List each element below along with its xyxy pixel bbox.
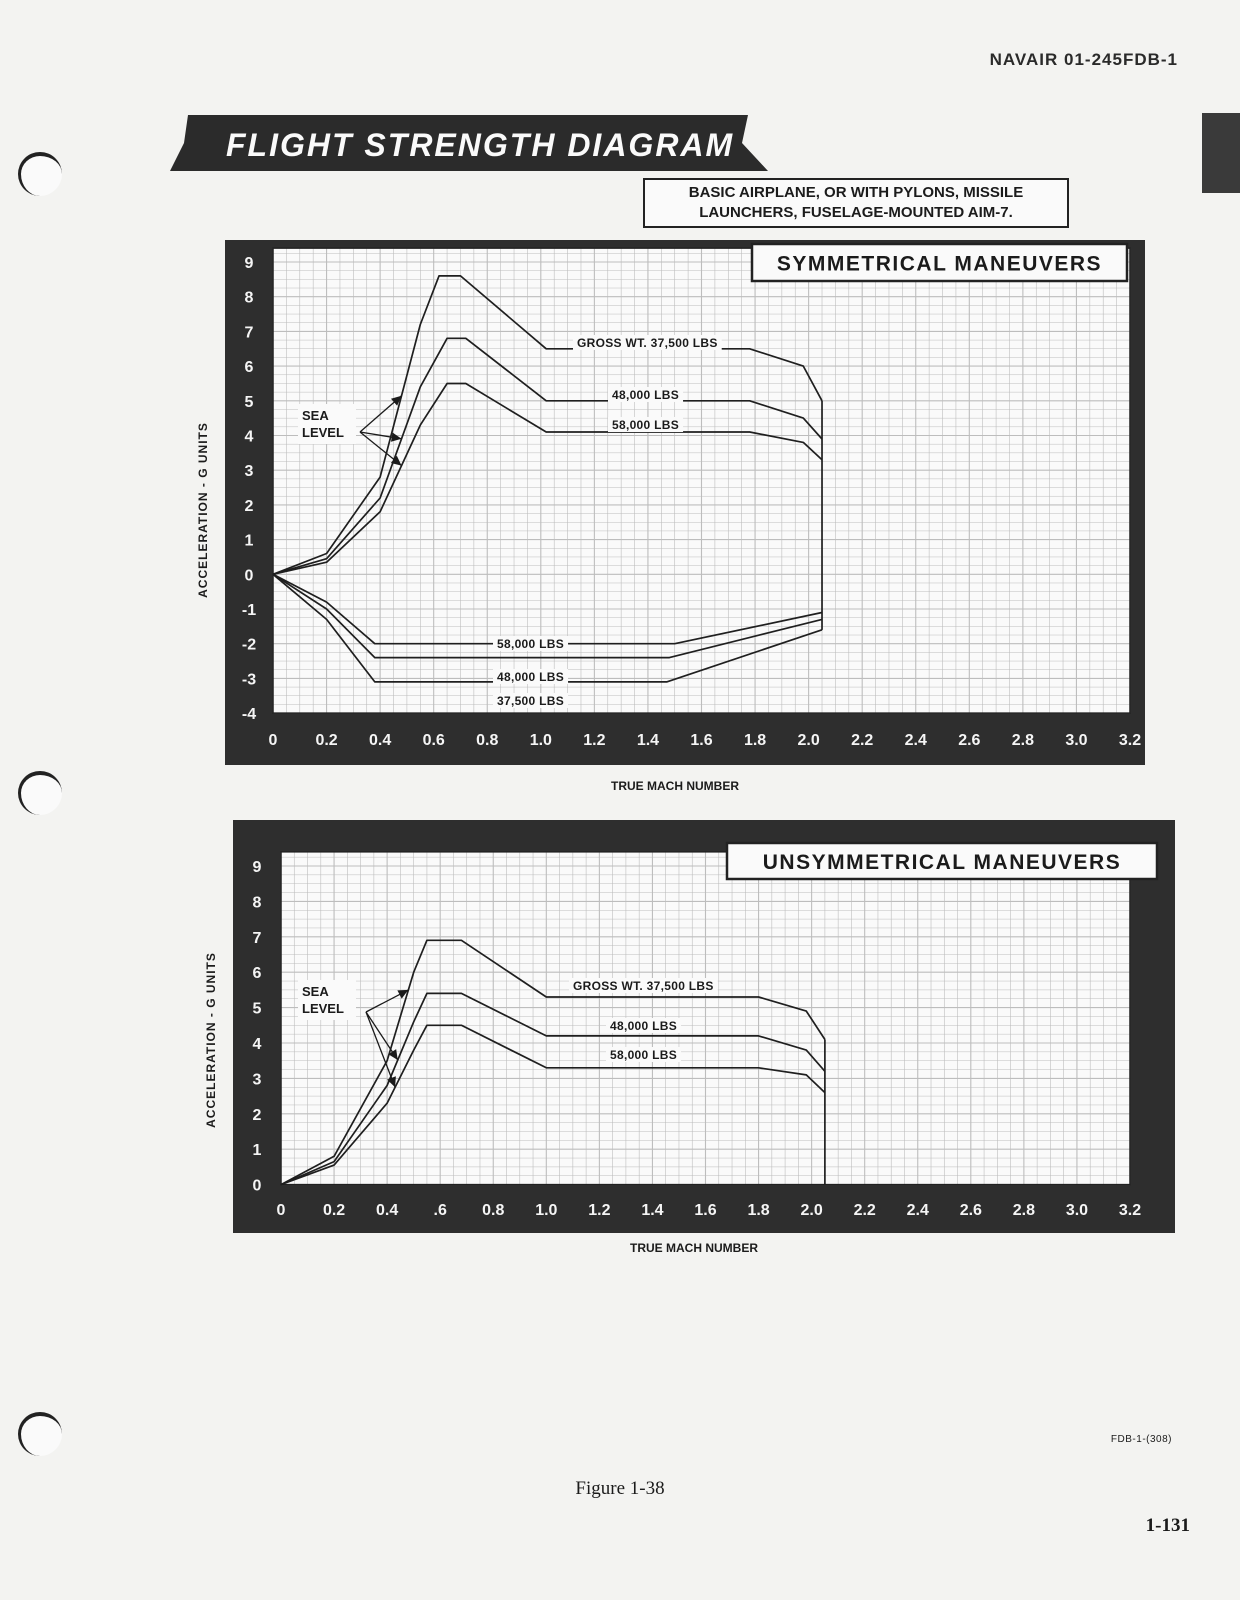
x-tick-label: 2.6: [959, 1201, 982, 1219]
x-tick-label: 1.6: [694, 1201, 717, 1219]
configuration-note-line: BASIC AIRPLANE, OR WITH PYLONS, MISSILE: [688, 184, 1024, 201]
y-tick-label: -3: [241, 671, 257, 689]
x-tick-label: 1.4: [641, 1201, 664, 1219]
x-tick-label: 0.4: [369, 732, 392, 750]
y-tick-label: 3: [252, 1071, 262, 1089]
y-tick-label: 7: [252, 929, 262, 947]
y-axis-title: ACCELERATION - G UNITS: [204, 952, 218, 1128]
x-tick-label: 2.8: [1012, 1201, 1035, 1219]
figure-caption: Figure 1-38: [575, 1478, 665, 1499]
y-tick-label: 4: [252, 1036, 262, 1053]
series-label: GROSS WT. 37,500 LBS: [577, 336, 718, 350]
x-tick-label: 1.0: [535, 1201, 558, 1219]
y-tick-label: -4: [241, 706, 257, 724]
sea-level-label: LEVEL: [302, 425, 344, 440]
y-tick-label: 9: [252, 859, 262, 876]
x-tick-label: 0.8: [476, 732, 499, 750]
y-tick-label: 8: [252, 894, 262, 912]
series-label: 48,000 LBS: [612, 388, 680, 402]
series-label: 48,000 LBS: [610, 1019, 678, 1033]
series-label: 58,000 LBS: [612, 418, 680, 432]
chart-title: SYMMETRICAL MANEUVERS: [776, 252, 1103, 276]
y-tick-label: 3: [244, 463, 254, 481]
y-axis-title: ACCELERATION - G UNITS: [196, 422, 210, 598]
x-tick-label: 2.2: [851, 732, 874, 750]
x-tick-label: 3.0: [1065, 732, 1088, 750]
sea-level-label: SEA: [302, 408, 329, 423]
x-tick-label: 2.4: [906, 1201, 929, 1219]
y-tick-label: 2: [252, 1106, 262, 1124]
x-tick-label: 2.0: [797, 732, 820, 750]
x-axis-title: TRUE MACH NUMBER: [611, 779, 739, 793]
x-tick-label: 0: [276, 1201, 286, 1219]
chart-title: UNSYMMETRICAL MANEUVERS: [762, 851, 1122, 874]
x-tick-label: 3.0: [1065, 1201, 1089, 1219]
y-tick-label: 1: [252, 1142, 262, 1160]
x-tick-label: 1.0: [529, 732, 552, 750]
series-label: 58,000 LBS: [497, 637, 565, 651]
x-tick-label: 2.8: [1011, 732, 1034, 750]
series-label: GROSS WT. 37,500 LBS: [573, 979, 714, 993]
figure-code: FDB-1-(308): [1110, 1434, 1172, 1445]
x-tick-label: 2.2: [853, 1201, 876, 1219]
x-tick-label: 0: [268, 732, 278, 750]
x-tick-label: 3.2: [1118, 732, 1142, 750]
y-tick-label: 8: [244, 289, 254, 307]
y-tick-label: 6: [244, 359, 254, 377]
x-tick-label: 1.8: [743, 732, 767, 750]
x-tick-label: 0.2: [322, 1201, 346, 1219]
configuration-note-line: LAUNCHERS, FUSELAGE-MOUNTED AIM-7.: [699, 204, 1013, 221]
y-tick-label: 9: [244, 255, 254, 272]
x-tick-label: 0.8: [482, 1201, 505, 1219]
x-tick-label: 3.2: [1118, 1201, 1142, 1219]
x-tick-label: 0.2: [315, 732, 338, 750]
x-tick-label: 1.8: [747, 1201, 770, 1219]
series-label: 37,500 LBS: [497, 694, 565, 708]
y-tick-label: 6: [252, 965, 262, 983]
y-tick-label: 5: [252, 1000, 262, 1018]
sea-level-label: SEA: [302, 984, 329, 999]
x-tick-label: 0.4: [376, 1201, 399, 1219]
y-tick-label: 7: [244, 324, 254, 342]
y-tick-label: 5: [244, 393, 254, 411]
x-tick-label: 1.6: [690, 732, 713, 750]
x-tick-label: 2.0: [800, 1201, 823, 1219]
x-tick-label: 2.4: [904, 732, 927, 750]
y-tick-label: -1: [241, 602, 257, 619]
y-tick-label: 4: [244, 428, 254, 446]
y-tick-label: 0: [252, 1177, 262, 1195]
y-tick-label: 2: [244, 497, 254, 515]
x-tick-label: 1.2: [588, 1201, 611, 1219]
sea-level-label: LEVEL: [302, 1001, 344, 1016]
document-id: NAVAIR 01-245FDB-1: [989, 50, 1178, 69]
page-number: 1-131: [1145, 1515, 1190, 1536]
x-tick-label: 1.2: [583, 732, 606, 750]
x-tick-label: 0.6: [422, 732, 445, 750]
series-label: 48,000 LBS: [497, 670, 565, 684]
diagram-title: FLIGHT STRENGTH DIAGRAM: [226, 127, 735, 163]
x-tick-label: .6: [433, 1201, 447, 1219]
y-tick-label: 0: [244, 567, 254, 585]
series-label: 58,000 LBS: [610, 1048, 678, 1062]
x-tick-label: 2.6: [958, 732, 981, 750]
y-tick-label: 1: [244, 532, 254, 550]
y-tick-label: -2: [241, 636, 257, 654]
x-axis-title: TRUE MACH NUMBER: [630, 1241, 758, 1255]
x-tick-label: 1.4: [636, 732, 660, 750]
